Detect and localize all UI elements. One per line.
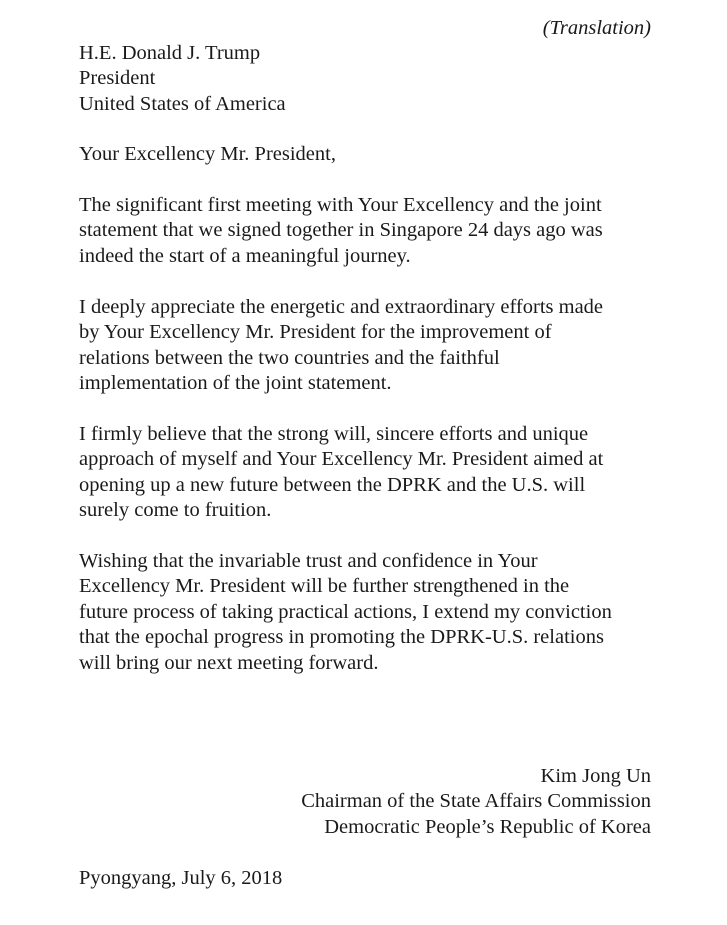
signatory-country: Democratic People’s Republic of Korea bbox=[324, 815, 651, 838]
paragraph-3 bbox=[79, 422, 659, 524]
salutation bbox=[79, 142, 659, 167]
addressee-name: H.E. Donald J. Trump bbox=[79, 42, 261, 64]
place-date-text: Pyongyang, July 6, 2018 bbox=[79, 867, 283, 889]
paragraph-line: indeed the start of a meaningful journey. bbox=[79, 244, 411, 267]
paragraph-4 bbox=[79, 549, 659, 676]
addressee-title: President bbox=[79, 67, 156, 90]
paragraph-line: statement that we signed together in Singapore 24 days ago was bbox=[79, 219, 603, 242]
signatory-name: Kim Jong Un bbox=[540, 765, 651, 787]
translation-label: (Translation) bbox=[542, 17, 651, 39]
salutation-text: Your Excellency Mr. President, bbox=[79, 143, 336, 165]
paragraph-1 bbox=[79, 193, 659, 269]
paragraph-line: The significant first meeting with Your Excellency and the joint bbox=[79, 194, 602, 216]
signature-block bbox=[301, 764, 651, 840]
place-date bbox=[79, 866, 659, 891]
addressee-block bbox=[79, 41, 659, 117]
addressee-country: United States of America bbox=[79, 92, 286, 115]
paragraph-line: approach of myself and Your Excellency Mr. President aimed at bbox=[79, 448, 604, 471]
paragraph-line: Wishing that the invariable trust and confidence in Your bbox=[79, 550, 538, 572]
paragraph-line: Excellency Mr. President will be further strengthened in the bbox=[79, 575, 570, 598]
paragraph-line: I deeply appreciate the energetic and extraordinary efforts made bbox=[79, 296, 604, 318]
paragraph-line: surely come to fruition. bbox=[79, 499, 272, 522]
paragraph-line: relations between the two countries and the faithful bbox=[79, 346, 500, 369]
paragraph-line: I firmly believe that the strong will, sincere efforts and unique bbox=[79, 423, 589, 445]
paragraph-line: implementation of the joint statement. bbox=[79, 372, 392, 395]
paragraph-line: future process of taking practical actions, I extend my conviction bbox=[79, 600, 612, 623]
paragraph-line: will bring our next meeting forward. bbox=[79, 651, 379, 674]
paragraph-2 bbox=[79, 295, 659, 397]
paragraph-line: opening up a new future between the DPRK and the U.S. will bbox=[79, 473, 586, 496]
paragraph-line: by Your Excellency Mr. President for the improvement of bbox=[79, 321, 552, 344]
signatory-title: Chairman of the State Affairs Commission bbox=[301, 790, 651, 813]
paragraph-line: that the epochal progress in promoting the DPRK-U.S. relations bbox=[79, 626, 604, 649]
